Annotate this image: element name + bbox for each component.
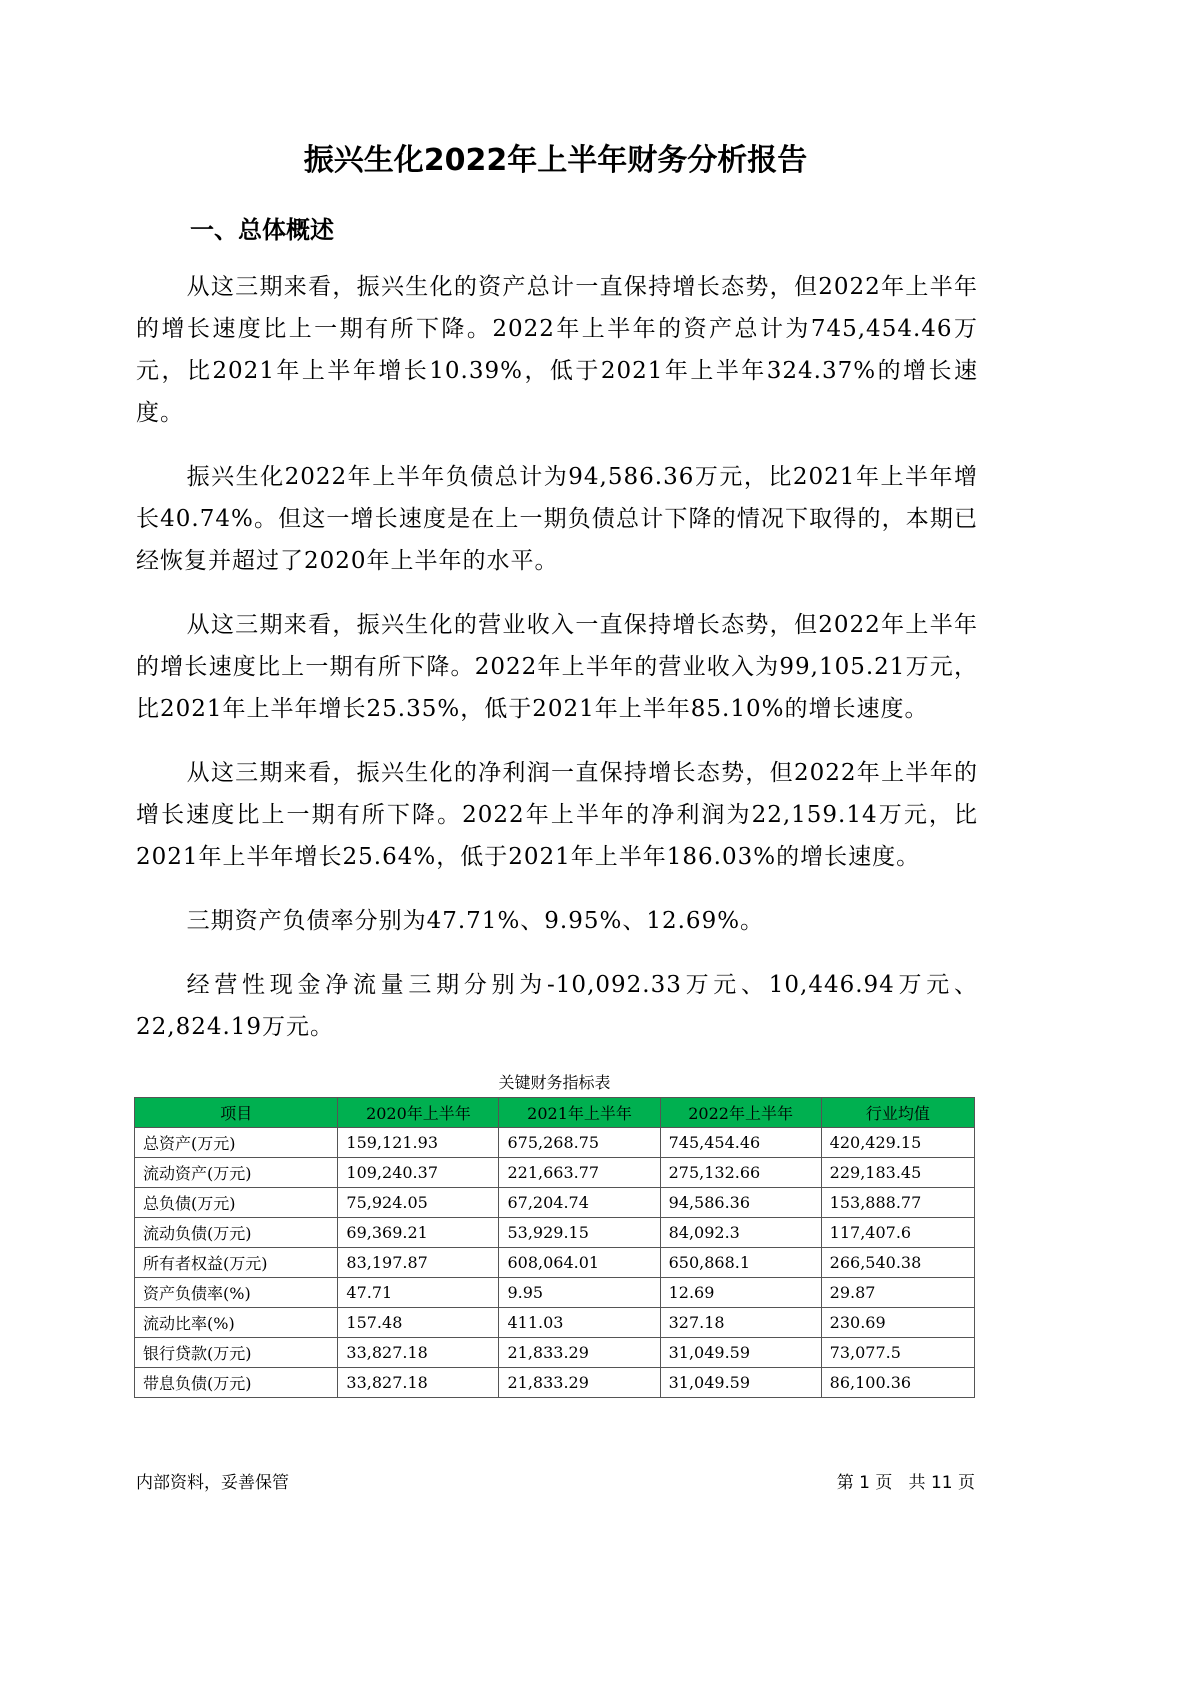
page-number: 第 1 页 共 11 页 [836, 1473, 975, 1493]
table-cell: 86,100.36 [821, 1368, 974, 1398]
table-cell: 266,540.38 [821, 1248, 974, 1278]
row-label: 资产负债率(%) [135, 1278, 338, 1308]
paragraph: 从这三期来看，振兴生化的净利润一直保持增长态势，但2022年上半年的增长速度比上一期有所下降。2022年上半年的净利润为22,159.14万元，比2021年上半年增长25.64%，低于2021年上半年186.03%的增长速度。 [136, 760, 978, 870]
row-label: 流动比率(%) [135, 1308, 338, 1338]
table-cell: 117,407.6 [821, 1218, 974, 1248]
table-cell: 153,888.77 [821, 1188, 974, 1218]
section-heading: 一、总体概述 [190, 216, 334, 244]
row-label: 流动资产(万元) [135, 1158, 338, 1188]
table-cell: 21,833.29 [499, 1338, 660, 1368]
column-header: 行业均值 [821, 1098, 974, 1128]
table-cell: 75,924.05 [338, 1188, 499, 1218]
table-header-row [135, 1098, 975, 1128]
table-cell: 9.95 [499, 1278, 660, 1308]
table-cell: 420,429.15 [821, 1128, 974, 1158]
table-caption: 关键财务指标表 [498, 1073, 611, 1092]
table-cell: 21,833.29 [499, 1368, 660, 1398]
table-cell: 84,092.3 [660, 1218, 821, 1248]
paragraph: 从这三期来看，振兴生化的资产总计一直保持增长态势，但2022年上半年的增长速度比上一期有所下降。2022年上半年的资产总计为745,454.46万元，比2021年上半年增长10.39%，低于2021年上半年324.37%的增长速度。 [136, 274, 978, 426]
row-label: 总资产(万元) [135, 1128, 338, 1158]
table-row [135, 1128, 975, 1158]
table-cell: 229,183.45 [821, 1158, 974, 1188]
paragraph: 三期资产负债率分别为47.71%、9.95%、12.69%。 [186, 908, 765, 934]
table-cell: 83,197.87 [338, 1248, 499, 1278]
table-row [135, 1158, 975, 1188]
table-cell: 275,132.66 [660, 1158, 821, 1188]
body-text [136, 266, 978, 1070]
table-cell: 67,204.74 [499, 1188, 660, 1218]
table-row [135, 1308, 975, 1338]
table-row [135, 1338, 975, 1368]
table-row [135, 1368, 975, 1398]
table-row [135, 1218, 975, 1248]
paragraph: 经营性现金净流量三期分别为-10,092.33万元、10,446.94万元、22,824.19万元。 [136, 972, 978, 1040]
column-header: 2020年上半年 [338, 1098, 499, 1128]
table-cell: 69,369.21 [338, 1218, 499, 1248]
table-cell: 94,586.36 [660, 1188, 821, 1218]
table-cell: 157.48 [338, 1308, 499, 1338]
row-label: 所有者权益(万元) [135, 1248, 338, 1278]
table-cell: 230.69 [821, 1308, 974, 1338]
table-row [135, 1278, 975, 1308]
table-cell: 608,064.01 [499, 1248, 660, 1278]
row-label: 银行贷款(万元) [135, 1338, 338, 1368]
column-header: 2021年上半年 [499, 1098, 660, 1128]
table-cell: 159,121.93 [338, 1128, 499, 1158]
table-row [135, 1248, 975, 1278]
table-cell: 31,049.59 [660, 1338, 821, 1368]
document-title: 振兴生化2022年上半年财务分析报告 [303, 143, 808, 178]
table-cell: 109,240.37 [338, 1158, 499, 1188]
table-cell: 73,077.5 [821, 1338, 974, 1368]
table-cell: 47.71 [338, 1278, 499, 1308]
table-cell: 33,827.18 [338, 1338, 499, 1368]
footer-note: 内部资料，妥善保管 [136, 1473, 289, 1493]
table-cell: 53,929.15 [499, 1218, 660, 1248]
row-label: 总负债(万元) [135, 1188, 338, 1218]
table-cell: 33,827.18 [338, 1368, 499, 1398]
financial-table [134, 1097, 975, 1398]
table-cell: 221,663.77 [499, 1158, 660, 1188]
table-cell: 12.69 [660, 1278, 821, 1308]
table-cell: 675,268.75 [499, 1128, 660, 1158]
table-cell: 411.03 [499, 1308, 660, 1338]
column-header: 项目 [135, 1098, 338, 1128]
column-header: 2022年上半年 [660, 1098, 821, 1128]
row-label: 带息负债(万元) [135, 1368, 338, 1398]
paragraph: 振兴生化2022年上半年负债总计为94,586.36万元，比2021年上半年增长40.74%。但这一增长速度是在上一期负债总计下降的情况下取得的，本期已经恢复并超过了2020年上半年的水平。 [136, 464, 978, 574]
table-row [135, 1188, 975, 1218]
table-cell: 650,868.1 [660, 1248, 821, 1278]
row-label: 流动负债(万元) [135, 1218, 338, 1248]
table-cell: 745,454.46 [660, 1128, 821, 1158]
table-cell: 327.18 [660, 1308, 821, 1338]
table-cell: 31,049.59 [660, 1368, 821, 1398]
paragraph: 从这三期来看，振兴生化的营业收入一直保持增长态势，但2022年上半年的增长速度比上一期有所下降。2022年上半年的营业收入为99,105.21万元，比2021年上半年增长25.35%，低于2021年上半年85.10%的增长速度。 [136, 612, 978, 722]
table-cell: 29.87 [821, 1278, 974, 1308]
